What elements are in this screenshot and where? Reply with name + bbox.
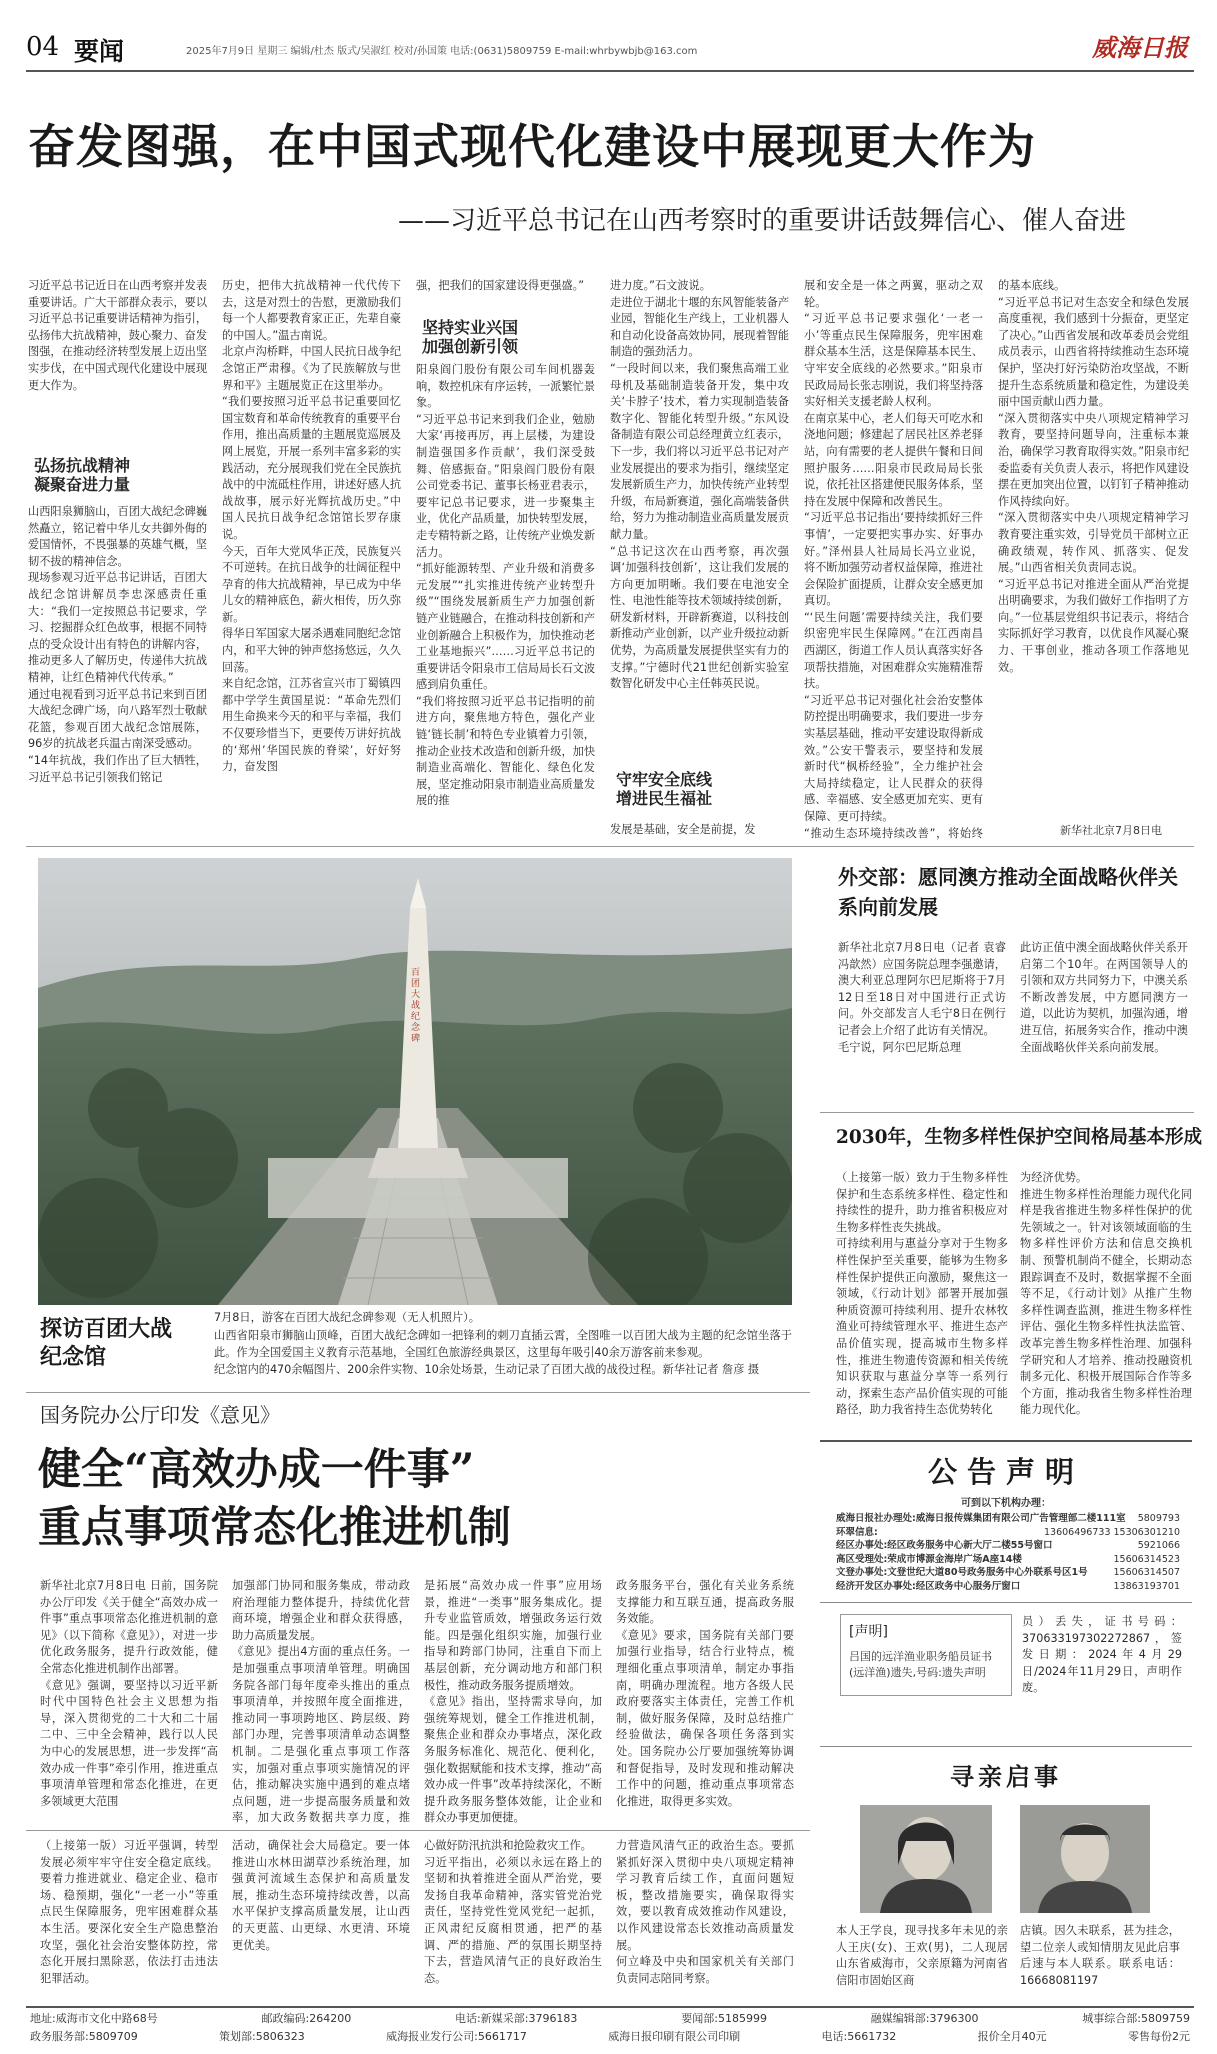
state-council-headline-1: 健全“高效办成一件事” [38, 1445, 475, 1495]
paper-name: 威海日报 [1092, 33, 1188, 62]
notice-stamp [840, 1614, 1012, 1696]
continued-col3: 心做好防汛抗洪和抢险救灾工作。 习近平指出，必须以永远在路上的坚韧和执着推进全面从严治党，要发扬自我革命精神，落实管党治党责任，坚持党性党风党纪一起抓，正风肃纪反腐相贯通，把严的基调、严的措施、严的氛围长期坚持下去，营造风清气正的良好政治生态。 [424, 1839, 602, 1985]
notice-row [836, 1539, 1180, 1553]
foreign-headline: 外交部：愿同澳方推动全面战略伙伴关系向前发展 [838, 865, 1178, 919]
notice-row-name: 环翠信息: [836, 1526, 878, 1538]
search-text-left: 本人王学良，现寻找多年未见的亲人王庆(女)、王欢(男)，二人现居山东省威海市，父亲原籍为河南省信阳市固始区商 [836, 1924, 1008, 1987]
memorial-photo-drawing [38, 858, 792, 1305]
search-title: 寻亲启事 [950, 1762, 1062, 1791]
state-council-col4: 政务服务平台，强化有关业务系统支撑能力和互联互通，提高政务服务效能。 《意见》要求，国务院有关部门要加强行业指导，结合行业特点，梳理细化重点事项清单，制定办事指南，明确办理流程。地方各级人民政府要落实主体责任，完善工作机制，做好服务保障，及时总结推广经验做法，确保各项任务落到实处。国务院办公厅要加强统筹协调和督促指导，及时发现和推动解决工作中的问题，推动重点事项常态化推进，取得更多实效。 [616, 1579, 794, 1808]
lead-col5-body: 展和安全是一体之两翼，驱动之双轮。 “习近平总书记要求强化‘一老一小’等重点民生保障服务，兜牢困难群众基本生活，这是保障基本民生、守牢安全底线的必然要求。”阳泉市民政局局长张志刚说，我们将坚持落实好相关支援老龄人权利。 在南京某中心，老人们每天可吃水和浇地问题；修建起了居民社区养老驿站，向有需要的老人提供午餐和日间照护服务……阳泉市民政局局长张说，依托社区搭建便民服务体系，坚持在发展中保障和改善民生。 “习近平总书记指出‘要持续抓好三件事情’，一定要把实事办实、好事办好。”泽州县人社局局长冯立业说，将不断加强劳动者权益保障，推进社会保险扩面提质，让群众安全感更加真切。 “‘民生问题’需要持续关注，我们要织密兜牢民生保障网。”在江西南昌西湖区，街道工作人员认真落实好各项帮扶措施，对困难群众实施精准帮扶。 “习近平总书记对强化社会治安整体防控提出明确要求，我们要进一步夯实基层基础，推动平安建设取得新成效。”公安干警表示，要坚持和发展新时代“枫桥经验”，全力维护社会大局持续稳定，让人民群众的获得感、幸福感、安全感更加充实、更有保障、更可持续。 “推动生态环境持续改善”，将始终 [804, 279, 983, 840]
notice-row-name: 威海日报社办理处:威海日报传媒集团有限公司广告管理部二楼111室 [836, 1513, 1126, 1524]
notice-row-phone: 5809793 [1137, 1513, 1180, 1524]
state-council-col1: 新华社北京7月8日电 日前，国务院办公厅印发《关于健全“高效办成一件事”重点事项常态化推进机制的意见》（以下简称《意见》），对进一步优化政务服务，提升行政效能，健全常态化推进机制作出部署。 《意见》强调，要坚持以习近平新时代中国特色社会主义思想为指导，深入贯彻党的二十大和二十届二中、三中全会精神，践行以人民为中心的发展思想，进一步发挥“高效办成一件事”牵引作用，推进重点事项清单管理和常态化推进，在更多领域更大范围 [40, 1579, 218, 1808]
lead-col1-subhead: 弘扬抗战精神 凝聚奋进力量 [34, 456, 131, 494]
notice-title: 公告声明 [927, 1455, 1084, 1489]
masthead-rule [26, 70, 1194, 72]
notice-row [836, 1580, 1180, 1594]
notice-subtitle: 可到以下机构办理： [961, 1498, 1051, 1509]
footer-item: 报价全月40元 [977, 2030, 1047, 2043]
foreign-bottom-rule [820, 1112, 1194, 1113]
footer-item: 威海日报印刷有限公司印刷 [608, 2030, 741, 2043]
notice-row-name: 经济开发区办事处:经区政务中心服务厅窗口 [836, 1580, 1021, 1592]
footer-item: 邮政编码:264200 [261, 2012, 352, 2025]
footer-item: 城事综合部:5809759 [1082, 2012, 1190, 2025]
lead-col3-subhead: 坚持实业兴国 加强创新引领 [422, 318, 519, 356]
lead-col4-body: 进力度。”石文波说。 走进位于湖北十堰的东风智能装备产业园，智能化生产线上，工业机器人和自动化设备高效协同，展现着智能制造的强劲活力。 “一段时间以来，我们聚焦高端工业母机及基础制造装备开发，集中攻关‘卡脖子’技术，着力实现制造装备数字化、智能化转型升级。”东风设备制造有限公司总经理黄立红表示，下一步，我们将以习近平总书记对产业发展提出的要求为指引，继续坚定发展新质生产力，加快传统产业转型升级，布局新赛道，强化高端装备供给，努力为推动制造业高质量发展贡献力量。 “总书记这次在山西考察，再次强调‘加强科技创新’，这让我们发展的方向更加明晰。我们要在电池安全性、电池性能等技术领域持续创新，研发新材料，开辟新赛道，以科技创新推动产业创新，以产业升级拉动新优势，为高质量发展提供坚实有力的支撑。”宁德时代21世纪创新实验室数智化研发中心主任韩英民说。 [610, 279, 789, 691]
state-council-top-rule [26, 1392, 810, 1393]
footer-item: 要闻部:5185999 [681, 2012, 767, 2025]
lead-col4-body-end: 发展是基础，安全是前提，发 [610, 823, 756, 836]
notice-row-phone: 15606314523 [1113, 1553, 1180, 1565]
portrait-woman [860, 1805, 992, 1913]
biodiversity-body-left: （上接第一版）致力于生物多样性保护和生态系统多样性、稳定性和持续性的提升，助力推省积极应对生物多样性丧失挑战。 可持续利用与惠益分享对于生物多样性保护至关重要，能够为生物多样性保护提供正向激励，聚焦这一领域，《行动计划》部署开展加强种质资源可持续利用、提升农林牧渔业可持续管理水平、推进生态产品价值实现，提高城市生物多样性，推进生物遗传资源和相关传统知识获取与惠益分享等一系列行动，探索生态产品价值实现的可能路径，助力我省持生态优势转化 [836, 1171, 1008, 1417]
portrait-boy-drawing [1020, 1805, 1150, 1913]
memorial-photo [38, 858, 792, 1305]
state-council-col3: 是拓展“高效办成一件事”应用场景，推进“一类事”服务集成化。提升专业监管质效，增强政务运行效能。四是强化组织实施，加强行业指导和跨部门协同，注重自下而上基层创新，充分调动地方和部门积极性，推动政务服务提质增效。 《意见》指出，坚持需求导向，加强统筹规划，健全工作推进机制，聚焦企业和群众办事堵点，深化政务服务标准化、规范化、便利化，强化数据赋能和技术支撑，推动“高效办成一件事”改革持续深化，不断提升政务服务整体效能，让企业和群众办事更加便捷。 [424, 1579, 602, 1825]
photo-caption-line1: 7月8日，游客在百团大战纪念碑参观（无人机照片）。 [214, 1311, 480, 1324]
lead-col2-body: 历史，把伟大抗战精神一代代传下去，这是对烈士的告慰，更激励我们每一个人都要教育家正正，先辈自豪的中国人。”温古南说。 北京卢沟桥畔，中国人民抗日战争纪念馆正严肃穆。《为了民族解放与世界和平》主题展览正在这里举办。 “我们要按照习近平总书记重要回忆国宝数育和革命传统教育的重要平台作用，推出高质量的主题展览巡展及网上展览，开展一系列丰富多彩的实践活动，充分展现我们党在全民族抗战中的中流砥柱作用，讲述好感人抗战故事，展示好光辉抗战历史。”中国人民抗日战争纪念馆馆长罗存康说。 今天，百年大党风华正茂，民族复兴不可逆转。在抗日战争的壮阔征程中孕育的伟大抗战精神，早已成为中华儿女的精神底色，薪火相传，历久弥新。 得华日军国家大屠杀遇难同胞纪念馆内，和平大钟的钟声悠扬悠远，久久回荡。 来自纪念馆，江苏省宣兴市丁蜀镇四都中学学生黄国星说：“革命先烈们用生命换来今天的和平与幸福，我们不仅要珍惜当下，更要传万讲好抗战的‘郑州’华国民族的脊梁’，好好努力，奋发图 [222, 279, 401, 774]
foreign-body-left: 新华社北京7月8日电（记者 袁睿 冯歆然）应国务院总理李强邀请，澳大利亚总理阿尔巴尼斯将于7月12日至18日对中国进行正式访问。外交部发言人毛宁8日在例行记者会上介绍了此访有关情况。 毛宁说，阿尔巴尼斯总理 [838, 941, 1006, 1054]
section-title: 要闻 [74, 37, 125, 66]
lead-col3-body: 阳泉阎门股份有限公司车间机器轰响，数控机床有序运转，一派繁忙景象。 “习近平总书记来到我们企业，勉励大家‘再接再厉，再上层楼，为建设制造强国多作贡献’，我们深受鼓舞、倍感振奋。”阳泉阎门股份有限公司党委书记、董事长杨亚君表示，要牢记总书记要求，进一步聚集主业，优化产品质量，加快转型发展，走专精特新之路，让传统产业焕发新活力。 “抓好能源转型、产业升级和消费多元发展”“扎实推进传统产业转型升级”“围绕发展新质生产力加强创新链产业链融合，在推动科技创新和产业创新融合上积极作为，加快推动老工业基地振兴”……习近平总书记的重要讲话令阳泉市工信局局长石文波感到肩负重任。 “我们将按照习近平总书记指明的前进方向，聚焦地方特色，强化产业链‘链长制’和特色专业镇着力引领，推动企业技术改造和创新升级，加快制造业高端化、智能化、绿色化发展，坚定推动阳泉市制造业高质量发展的推 [416, 363, 595, 808]
notice-rows [836, 1512, 1180, 1594]
footer-item: 地址:威海市文化中路68号 [30, 2012, 158, 2025]
search-box [820, 1746, 1192, 2001]
footer-item: 电话:新媒采部:3796183 [455, 2012, 578, 2025]
masthead [26, 30, 1194, 68]
portrait-boy [1020, 1805, 1150, 1913]
notice-box [820, 1440, 1192, 1740]
lead-headline: 奋发图强，在中国式现代化建设中展现更大作为 [28, 120, 1036, 175]
portrait-woman-drawing [860, 1805, 992, 1913]
state-council-col2: 加强部门协同和服务集成，带动政府治理能力整体提升，持续优化营商环境，增强企业和群众获得感，助力高质量发展。 《意见》提出4方面的重点任务。一是加强重点事项清单管理。明确国务院各部门每年度牵头推出的重点事项清单，并按照年度全面推进，推动同一事项跨地区、跨层级、跨部门办理，完善事项清单动态调整机制。二是强化重点事项工作落实，加强对重点事项实施情况的评估，推动解决实施中遇到的难点堵点问题，进一步提高服务质量和效率，加大政务数据共享力度，推 [232, 1579, 410, 1825]
biodiversity-body-right: 为经济优势。 推进生物多样性治理能力现代化同样是我省推进生物多样性保护的优先领域之一。针对该领域面临的生物多样性评价方法和信息交换机制、预警机制尚不健全，长期动态跟踪调查不及时，数据掌握不全面等不足，《行动计划》从推广生物多样性调查监测，推进生物多样性评估、强化生物多样性执法监管、改革完善生物多样性治理、加强科学研究和人才培养、推动投融资机制多元化、积极开展国际合作等多个方面，推动我省生物多样性治理能力现代化。 [1020, 1171, 1192, 1417]
notice-right-text: 员）丢失，证书号码：370633197302272867，签发日期：2024年4月29日/2024年11月29日，声明作废。 [1022, 1615, 1182, 1695]
stele-inscription: 百团大战纪念碑 [411, 968, 421, 1044]
notice-row-phone: 5921066 [1137, 1540, 1180, 1552]
page-number: 04 [26, 32, 60, 62]
footer-item: 威海报业发行公司:5661717 [386, 2030, 527, 2043]
notice-row [836, 1566, 1180, 1580]
footer-item: 融媒编辑部:3796300 [870, 2012, 979, 2025]
notice-row-name: 文登办事处:文登世纪大道80号政务服务中心外联系号区1号 [836, 1567, 1088, 1579]
notice-row [836, 1553, 1180, 1567]
lead-col1-intro: 习近平总书记近日在山西考察并发表重要讲话。广大干部群众表示，要以习近平总书记重要讲话精神为指引，弘扬伟大抗战精神，鼓心聚力、奋发图强，在推动经济转型发展上迈出坚实步伐，在中国式现代化建设中展现更大作为。 [28, 279, 207, 392]
foreign-body-right: 此访正值中澳全面战略伙伴关系开启第二个10年。在两国领导人的引领和双方共同努力下，中澳关系不断改善发展，中方愿同澳方一道，以此访为契机，加强沟通，增进互信，拓展务实合作，推动中澳全面战略伙伴关系向前发展。 [1020, 941, 1188, 1054]
footer-item: 零售每份2元 [1127, 2030, 1190, 2043]
footer-row1 [30, 2010, 1190, 2026]
continued-col4: 力营造风清气正的政治生态。要抓紧抓好深入贯彻中央八项规定精神学习教育后续工作，直面问题短板，整改措施要实，确保取得实效，要以教育成效推动作风建设，以作风建设常态长效推动高质量发展。 何立峰及中央和国家机关有关部门负责同志陪同考察。 [616, 1839, 794, 1985]
lead-col3-top: 强，把我们的国家建设得更强盛。” [416, 279, 585, 292]
notice-stamp-text: 吕国的远洋渔业职务船员证书(远洋渔)遗失,号码:遗失声明 [849, 1650, 992, 1679]
lead-col4-subhead: 守牢安全底线 增进民生福祉 [616, 770, 713, 808]
biodiversity-headline: 2030年，生物多样性保护空间格局基本形成 [836, 1127, 1202, 1148]
notice-row-name: 经区办事处:经区政务服务中心新大厅二楼55号窗口 [836, 1540, 1053, 1552]
state-council-bottom-rule [26, 1830, 810, 1831]
footer-item: 电话:5661732 [821, 2030, 897, 2043]
footer-row2 [30, 2028, 1190, 2044]
lead-col1-body: 山西阳泉狮脑山，百团大战纪念碑巍然矗立，铭记着中华儿女共御外侮的爱国情怀，不畏强暴的英雄气概，坚韧不拔的精神信念。 现场参观习近平总书记讲话，百团大战纪念馆讲解员李忠深感责任重大：“我们一定按照总书记要求，学习、挖掘群众红色故事，根据不同特点的受众设计出有特色的讲解内容，推动更多人了解历史，传递伟大抗战精神，让红色精神代代传承。” 通过电视看到习近平总书记来到百团大战纪念碑广场，向八路军烈士敬献花篮，参观百团大战纪念馆展陈，96岁的抗战老兵温古南深受感动。 “14年抗战，我们作出了巨大牺牲，习近平总书记引领我们铭记 [28, 505, 207, 784]
notice-divider [820, 1602, 1192, 1603]
photo-title: 探访百团大战 纪念馆 [40, 1316, 173, 1370]
footer-rule [26, 2006, 1194, 2008]
search-text-right: 店镇。因久未联系，甚为挂念，望二位亲人或知情朋友见此启事后速与本人联系。联系电话：16668081197 [1020, 1924, 1180, 1987]
notice-row-name: 高区受理处:荣成市博源金海岸广场A座14楼 [836, 1553, 1022, 1565]
continued-col2: 活动，确保社会大局稳定。要一体推进山水林田湖草沙系统治理，加强黄河流域生态保护和高质量发展，推动生态环境持续改善，以高水平保护支撑高质量发展，让山西的天更蓝、山更绿、水更清、环境更优美。 [232, 1839, 410, 1952]
photo-caption-line3: 纪念馆内的470余幅图片、200余件实物、10余处场景，生动记录了百团大战的战役过程。新华社记者 詹彦 摄 [214, 1363, 760, 1376]
continued-col1: （上接第一版）习近平强调，转型发展必须牢牢守住安全稳定底线。要着力推进就业、稳定企业、稳市场、稳预期，强化“一老一小”等重点民生保障服务，兜牢困难群众基本生活。要深化安全生产隐患整治攻坚，强化社会治安整体防控，常态化开展扫黑除恶，依法打击违法犯罪活动。 [40, 1839, 218, 1985]
notice-row-phone: 15606314507 [1113, 1567, 1180, 1579]
notice-stamp-label: [声明] [849, 1624, 888, 1640]
notice-row-phone: 13606496733 15306301210 [1044, 1526, 1180, 1538]
masthead-meta: 2025年7月9日 星期三 编辑/杜杰 版式/吴淑红 校对/孙国策 电话:(0631)5809759 E-mail:whrbywbjb@163.com [186, 46, 698, 57]
state-council-kicker: 国务院办公厅印发《意见》 [40, 1403, 280, 1427]
lead-credit: 新华社北京7月8日电 [1060, 824, 1162, 837]
notice-row [836, 1512, 1180, 1526]
notice-row-phone: 13863193701 [1113, 1580, 1180, 1592]
photo-caption-line2: 山西省阳泉市狮脑山顶峰，百团大战纪念碑如一把锋利的刺刀直插云霄，全图唯一以百团大战为主题的纪念馆坐落于此。作为全国爱国主义教育示范基地，全国红色旅游经典景区，这里每年吸引40余万游客前来参观。 [214, 1329, 792, 1359]
footer-item: 策划部:5806323 [219, 2030, 305, 2043]
state-council-headline-2: 重点事项常态化推进机制 [38, 1503, 511, 1553]
lead-subheadline: ——习近平总书记在山西考察时的重要讲话鼓舞信心、催人奋进 [398, 206, 1127, 236]
lead-bottom-rule [26, 846, 1194, 847]
lead-col6-body: 的基本底线。 “习近平总书记对生态安全和绿色发展高度重视，我们感到十分振奋，更坚定了决心。”山西省发展和改革委员会党组成员表示，山西省将持续推动生态环境保护，坚决打好污染防治攻坚战，不断提升生态系统质量和稳定性，为建设美丽中国贡献山西力量。 “深入贯彻落实中央八项规定精神学习教育，要坚持问题导向，注重标本兼治，确保学习教育取得实效。”阳泉市纪委监委有关负责人表示，将把作风建设摆在更加突出位置，以钉钉子精神推动作风持续向好。 “深入贯彻落实中央八项规定精神学习教育要注重实效，引导党员干部树立正确政绩观，转作风、抓落实、促发展。”山西省相关负责同志说。 “习近平总书记对推进全面从严治党提出明确要求，为我们做好工作指明了方向。”一位基层党组织书记表示，将结合实际抓好学习教育，以优良作风凝心聚力、干事创业，推动各项工作落地见效。 [998, 279, 1189, 674]
notice-row [836, 1526, 1180, 1540]
footer-item: 政务服务部:5809709 [30, 2030, 138, 2043]
